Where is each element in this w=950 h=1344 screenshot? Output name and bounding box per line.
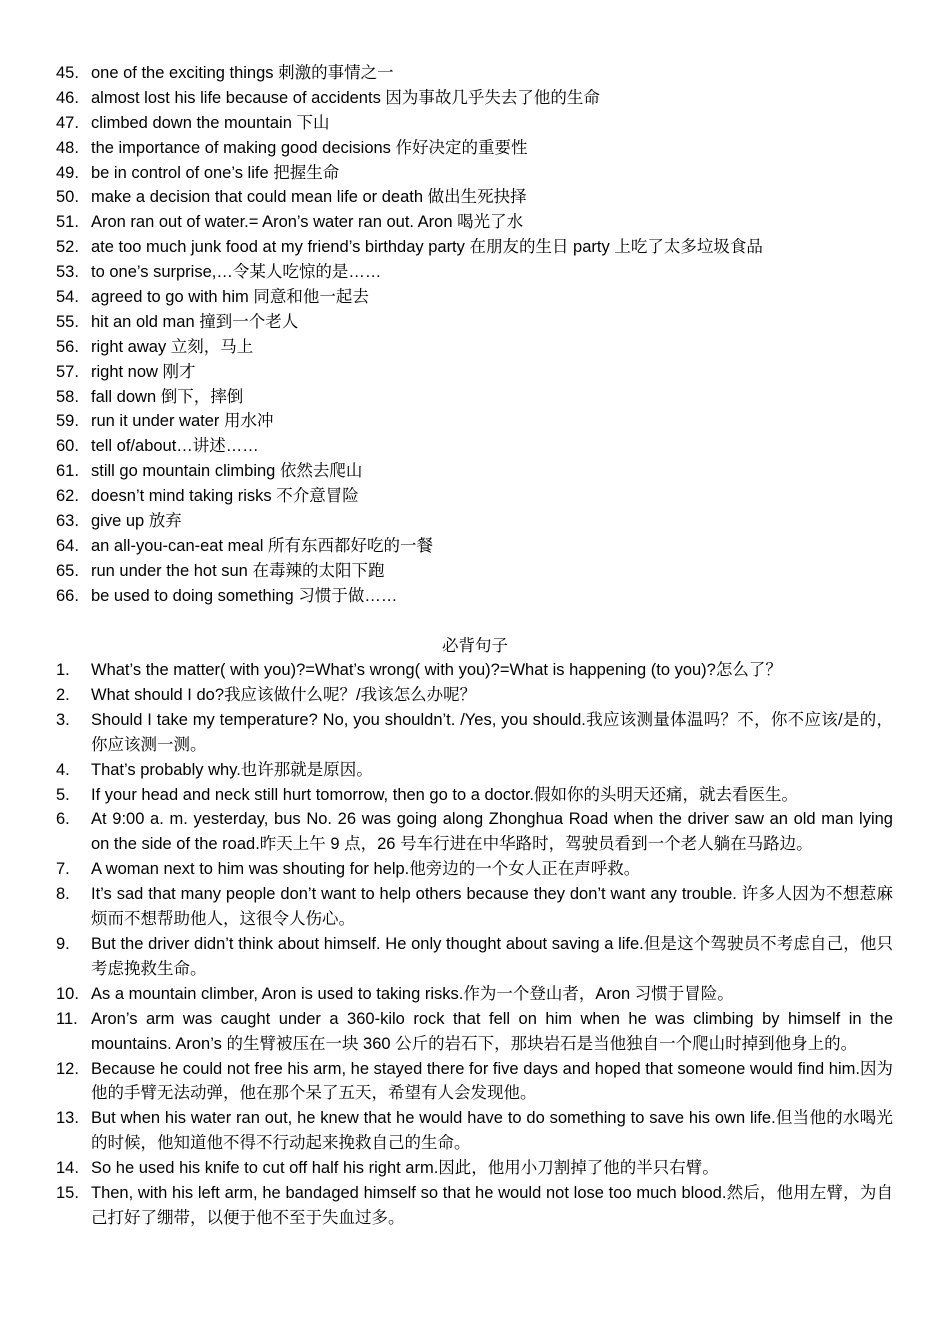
sentence-item	[56, 658, 893, 683]
item-text: almost lost his life because of accidents 因为事故几乎失去了他的生命	[91, 88, 600, 107]
item-text: still go mountain climbing 依然去爬山	[91, 462, 363, 481]
phrase-list	[56, 61, 896, 609]
item-number: 66.	[56, 586, 79, 605]
list-item	[56, 434, 896, 459]
item-text: one of the exciting things 刺激的事情之一	[91, 64, 394, 82]
sentence-item	[56, 758, 893, 783]
item-number: 59.	[56, 412, 79, 431]
item-text: give up 放弃	[91, 512, 182, 531]
item-text: fall down 倒下，摔倒	[91, 387, 244, 406]
item-number: 7.	[56, 860, 70, 879]
item-number: 50.	[56, 188, 79, 207]
item-text: right now 刚才	[91, 362, 196, 381]
sentence-text: Should I take my temperature? No, you shouldn’t. /Yes, you should.我应该测量体温吗？不，你不应该/是的，你应该测一测。	[91, 710, 893, 754]
item-number: 47.	[56, 113, 79, 132]
sentence-text: That’s probably why.也许那就是原因。	[91, 760, 373, 779]
sentence-text: Because he could not free his arm, he stayed there for five days and hoped that someone would find him.因为他的手臂无法动弹，他在那个呆了五天，希望有人会发现他。	[91, 1059, 893, 1103]
sentence-item	[56, 1057, 893, 1107]
list-item	[56, 459, 896, 484]
sentence-text: Aron’s arm was caught under a 360-kilo rock that fell on him when he was climbing by himself in the mountains. Aron’s 的生臂被压在一块 360 公斤的岩石下，那块岩石是当他独自一个爬山时掉到他身上的。	[91, 1009, 893, 1053]
sentence-text: It’s sad that many people don’t want to help others because they don’t want any trouble. 许多人因为不想惹麻烦而不想帮助他人，这很令人伤心。	[91, 885, 893, 929]
list-item	[56, 509, 896, 534]
sentence-text: What’s the matter( with you)?=What’s wrong( with you)?=What is happening (to you)?怎么了？	[91, 661, 782, 679]
item-text: run it under water 用水冲	[91, 412, 274, 431]
item-number: 46.	[56, 88, 79, 107]
sentence-text: A woman next to him was shouting for help.他旁边的一个女人正在声呼救。	[91, 860, 641, 879]
item-text: climbed down the mountain 下山	[91, 113, 330, 132]
item-number: 58.	[56, 387, 79, 406]
list-item	[56, 335, 896, 360]
item-text: Aron ran out of water.= Aron’s water ran out. Aron 喝光了水	[91, 213, 524, 232]
sentence-item	[56, 882, 893, 932]
item-number: 1.	[56, 661, 70, 679]
item-number: 15.	[56, 1184, 79, 1203]
sentence-text: But when his water ran out, he knew that he would have to do something to save his own life.但当他的水喝光的时候，他知道他不得不行动起来挽救自己的生命。	[91, 1109, 893, 1153]
sentence-text: As a mountain climber, Aron is used to taking risks.作为一个登山者，Aron 习惯于冒险。	[91, 984, 734, 1003]
item-text: ate too much junk food at my friend’s birthday party 在朋友的生日 party 上吃了太多垃圾食品	[91, 238, 763, 257]
item-number: 65.	[56, 561, 79, 580]
sentence-item	[56, 982, 893, 1007]
item-number: 55.	[56, 312, 79, 331]
sentence-text: At 9:00 a. m. yesterday, bus No. 26 was going along Zhonghua Road when the driver saw an old man lying on the side of the road.昨天上午 9 点，26 号车行进在中华路时，驾驶员看到一个老人躺在马路边。	[91, 810, 893, 854]
item-text: right away 立刻，马上	[91, 337, 254, 356]
list-item	[56, 86, 896, 111]
item-number: 12.	[56, 1059, 79, 1078]
item-number: 45.	[56, 64, 79, 82]
item-number: 2.	[56, 685, 70, 704]
sentence-item	[56, 1156, 893, 1181]
sentence-item	[56, 857, 893, 882]
list-item	[56, 61, 896, 86]
section-heading: 必背句子	[442, 636, 508, 655]
sentence-text: But the driver didn’t think about himself. He only thought about saving a life.但是这个驾驶员不考虑自己，他只考虑挽救生命。	[91, 934, 893, 978]
list-item	[56, 260, 896, 285]
sentence-item	[56, 1007, 893, 1057]
item-number: 48.	[56, 138, 79, 157]
item-number: 11.	[56, 1009, 78, 1028]
item-number: 5.	[56, 785, 70, 804]
item-number: 63.	[56, 512, 79, 531]
item-text: tell of/about…讲述……	[91, 437, 259, 456]
item-number: 61.	[56, 462, 79, 481]
item-number: 49.	[56, 163, 79, 182]
list-item	[56, 136, 896, 161]
item-number: 60.	[56, 437, 79, 456]
item-text: agreed to go with him 同意和他一起去	[91, 288, 369, 307]
item-number: 54.	[56, 288, 79, 307]
list-item	[56, 484, 896, 509]
list-item	[56, 185, 896, 210]
sentence-item	[56, 708, 893, 758]
list-item	[56, 534, 896, 559]
item-number: 8.	[56, 885, 70, 904]
sentence-item	[56, 807, 893, 857]
item-text: be used to doing something 习惯于做……	[91, 586, 398, 605]
item-number: 14.	[56, 1159, 79, 1178]
item-number: 53.	[56, 263, 79, 282]
sentence-item	[56, 783, 893, 808]
item-text: doesn’t mind taking risks 不介意冒险	[91, 487, 359, 506]
item-number: 3.	[56, 710, 70, 729]
item-text: hit an old man 撞到一个老人	[91, 312, 299, 331]
list-item	[56, 409, 896, 434]
list-item	[56, 385, 896, 410]
list-item	[56, 584, 896, 609]
item-number: 57.	[56, 362, 79, 381]
sentence-item	[56, 1181, 893, 1231]
list-item	[56, 559, 896, 584]
item-text: be in control of one’s life 把握生命	[91, 163, 340, 182]
list-item	[56, 161, 896, 186]
sentence-text: What should I do?我应该做什么呢？/我该怎么办呢？	[91, 685, 477, 704]
sentence-item	[56, 932, 893, 982]
item-number: 64.	[56, 536, 79, 555]
list-item	[56, 111, 896, 136]
item-text: run under the hot sun 在毒辣的太阳下跑	[91, 561, 385, 580]
item-text: the importance of making good decisions 作好决定的重要性	[91, 138, 528, 157]
item-number: 4.	[56, 760, 70, 779]
item-text: to one’s surprise,…令某人吃惊的是……	[91, 263, 382, 282]
item-number: 51.	[56, 213, 79, 232]
list-item	[56, 285, 896, 310]
list-item	[56, 210, 896, 235]
sentence-text: So he used his knife to cut off half his right arm.因此，他用小刀割掉了他的半只右臂。	[91, 1159, 719, 1178]
item-number: 10.	[56, 984, 79, 1003]
item-text: make a decision that could mean life or death 做出生死抉择	[91, 188, 527, 207]
sentence-text: If your head and neck still hurt tomorrow, then go to a doctor.假如你的头明天还痛，就去看医生。	[91, 785, 799, 804]
item-number: 56.	[56, 337, 79, 356]
sentence-list	[56, 658, 893, 1231]
list-item	[56, 235, 896, 260]
list-item	[56, 360, 896, 385]
item-number: 62.	[56, 487, 79, 506]
item-number: 9.	[56, 934, 70, 953]
item-text: an all-you-can-eat meal 所有东西都好吃的一餐	[91, 536, 434, 555]
sentence-text: Then, with his left arm, he bandaged himself so that he would not lose too much blood.然后，他用左臂，为自己打好了绷带，以便于他不至于失血过多。	[91, 1184, 893, 1227]
item-number: 52.	[56, 238, 79, 257]
list-item	[56, 310, 896, 335]
sentence-item	[56, 683, 893, 708]
sentence-item	[56, 1106, 893, 1156]
item-number: 6.	[56, 810, 70, 829]
item-number: 13.	[56, 1109, 79, 1128]
